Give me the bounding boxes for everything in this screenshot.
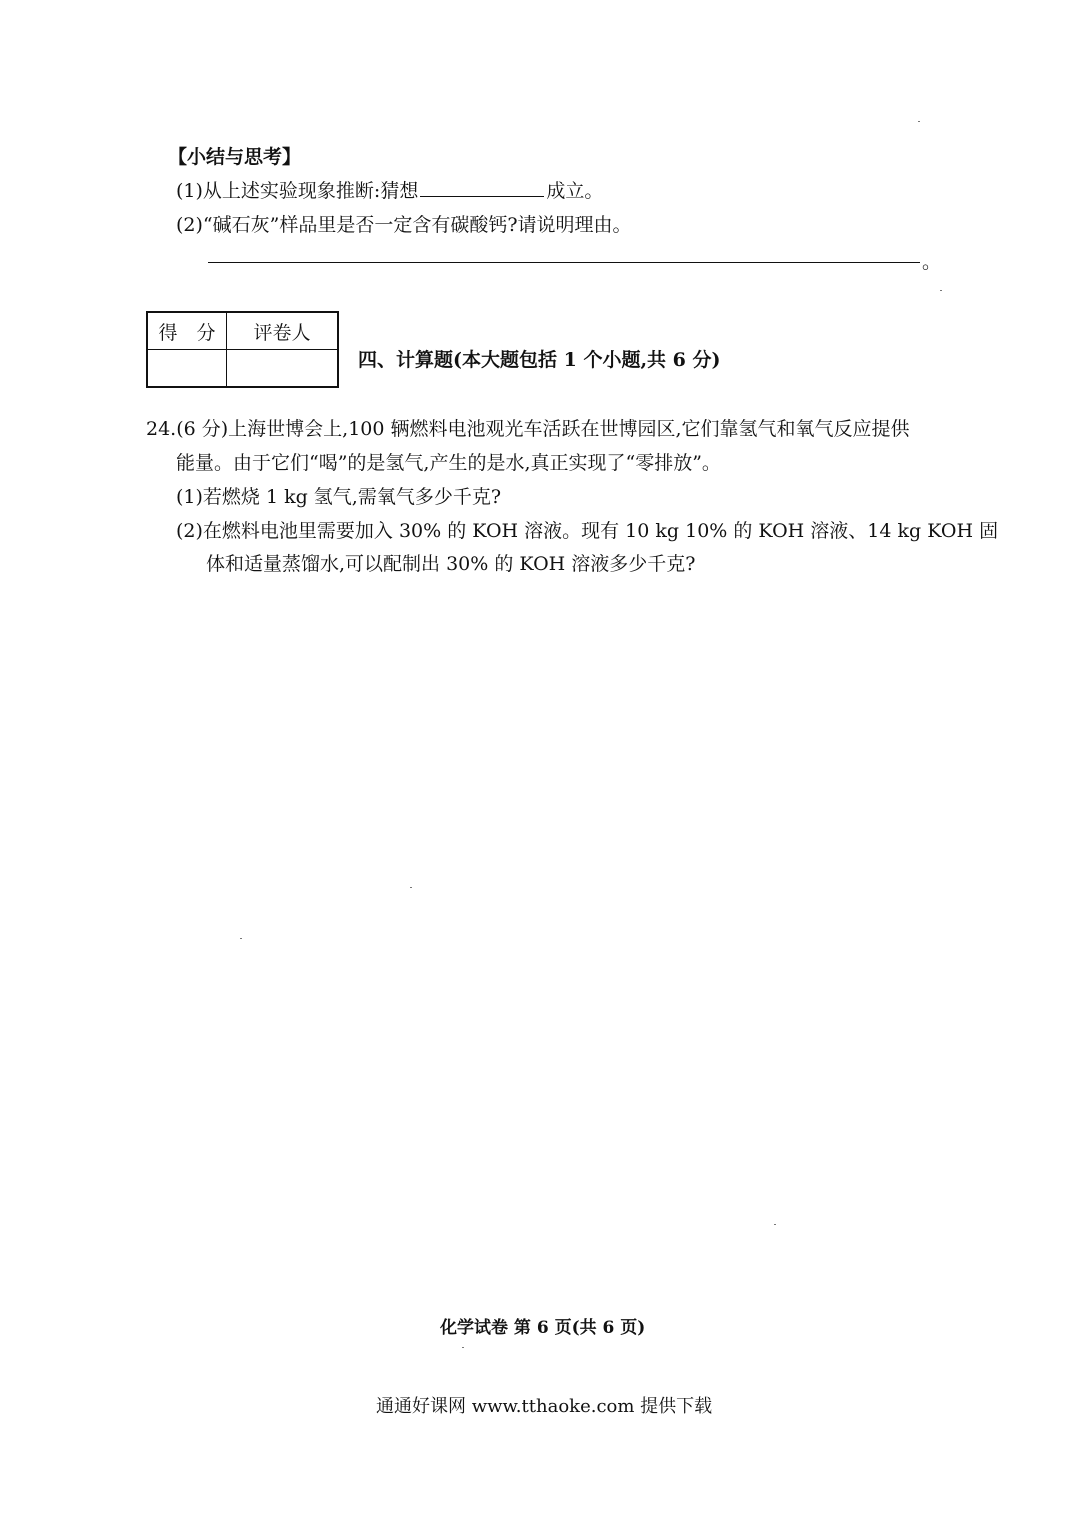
summary-heading: 【小结与思考】 bbox=[168, 146, 302, 168]
answer-line-end: 。 bbox=[922, 251, 942, 273]
question-24-line-2: 能量。由于它们“喝”的是氢气,产生的是水,真正实现了“零排放”。 bbox=[176, 452, 721, 474]
answer-blank[interactable] bbox=[420, 178, 544, 197]
question-24-sub-2-line-2: 体和适量蒸馏水,可以配制出 30% 的 KOH 溶液多少千克? bbox=[206, 553, 696, 575]
summary-question-1 bbox=[176, 176, 603, 203]
summary-q1-suffix: 成立。 bbox=[546, 180, 604, 202]
summary-q1-prefix: (1)从上述实验现象推断:猜想 bbox=[176, 180, 419, 202]
grader-header: 评卷人 bbox=[227, 312, 339, 350]
score-header: 得 分 bbox=[147, 312, 227, 350]
scan-speck bbox=[940, 290, 942, 291]
question-24-sub-2-line-1: (2)在燃料电池里需要加入 30% 的 KOH 溶液。现有 10 kg 10% 的 KOH 溶液、14 kg KOH 固 bbox=[176, 520, 999, 542]
score-cell[interactable] bbox=[147, 350, 227, 388]
source-footer: 通通好课网 www.tthaoke.com 提供下载 bbox=[376, 1396, 713, 1417]
scan-speck bbox=[462, 1347, 464, 1348]
scan-speck bbox=[410, 887, 412, 888]
question-24-line-1: 24.(6 分)上海世博会上,100 辆燃料电池观光车活跃在世博园区,它们靠氢气和氧气反应提供 bbox=[146, 418, 910, 440]
scan-speck bbox=[918, 121, 920, 122]
page-number: 化学试卷 第 6 页(共 6 页) bbox=[440, 1318, 646, 1338]
grader-cell[interactable] bbox=[227, 350, 339, 388]
scan-speck bbox=[774, 1224, 776, 1225]
section-title: 四、计算题(本大题包括 1 个小题,共 6 分) bbox=[358, 349, 721, 371]
summary-question-2: (2)“碱石灰”样品里是否一定含有碳酸钙?请说明理由。 bbox=[176, 214, 632, 236]
answer-line[interactable] bbox=[208, 262, 920, 263]
scan-speck bbox=[240, 938, 242, 939]
score-table bbox=[146, 311, 339, 388]
question-24-sub-1: (1)若燃烧 1 kg 氢气,需氧气多少千克? bbox=[176, 486, 502, 508]
